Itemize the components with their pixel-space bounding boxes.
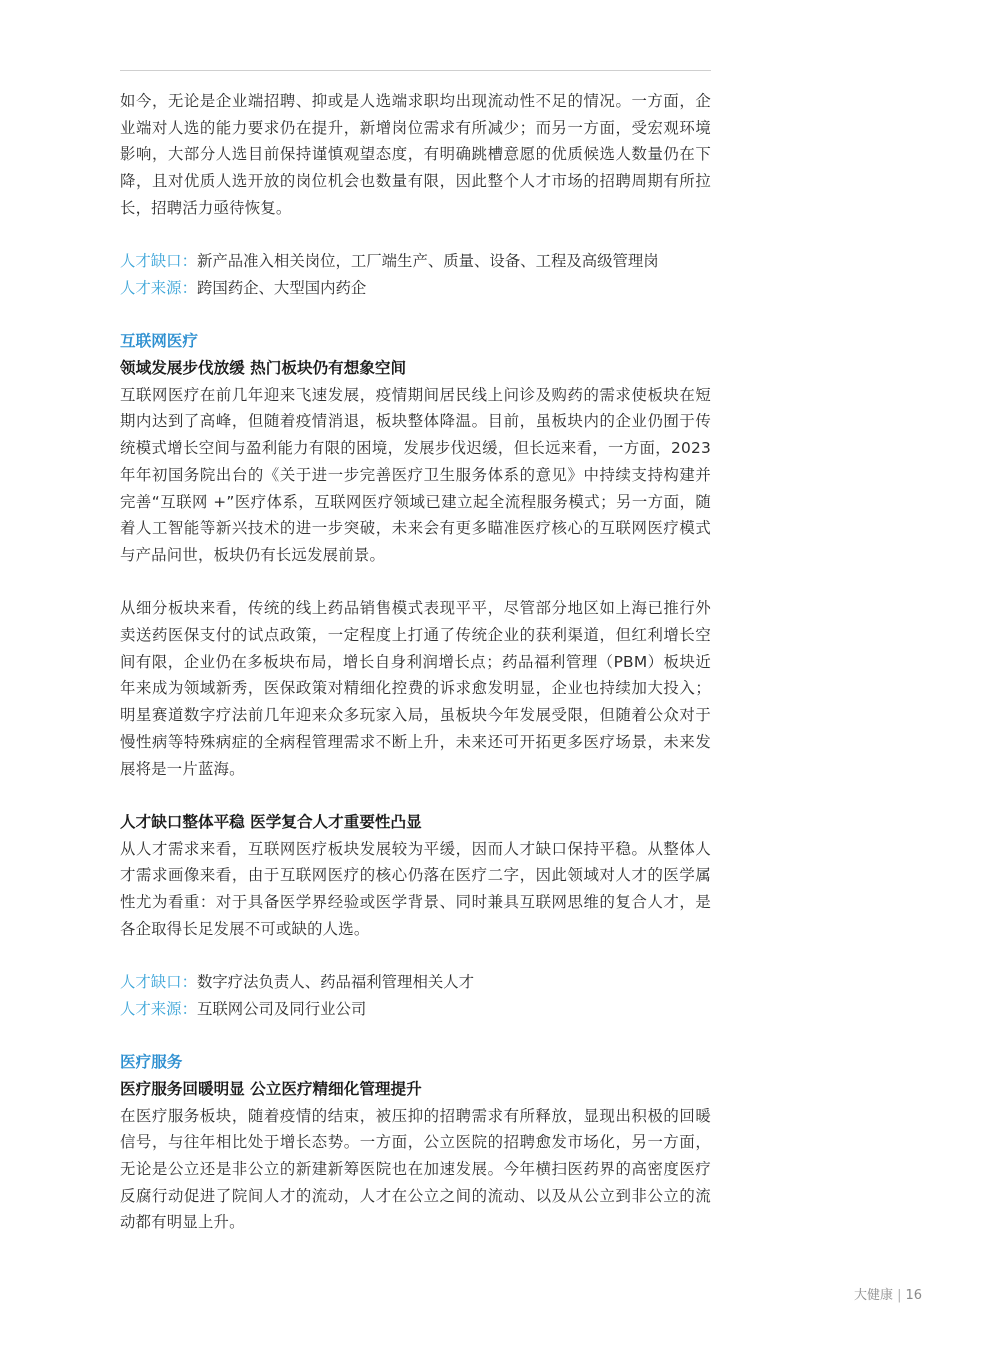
internet-paragraph-1: 互联网医疗在前几年迎来飞速发展，疫情期间居民线上问诊及购药的需求使板块在短期内达到了高峰，但随着疫情消退，板块整体降温。目前，虽板块内的企业仍囿于传统模式增长空间与盈利能力有限的困境，发展步伐迟缓，但长远来看，一方面，2023 年年初国务院出台的《关于进一步完善医疗卫生服务体系的意见》中持续支持构建并完善“互联网 +”医疗体系，互联网医疗领域已建立起全流程服务模式；另一方面，随着人工智能等新兴技术的进一步突破，未来会有更多瞄准医疗核心的互联网医疗模式与产品问世，板块仍有长远发展前景。 (120, 385, 711, 564)
talent-gap-label: 人才缺口： (120, 973, 197, 992)
page-footer (854, 1284, 922, 1303)
intro-paragraph: 如今，无论是企业端招聘、抑或是人选端求职均出现流动性不足的情况。一方面，企业端对人选的能力要求仍在提升，新增岗位需求有所减少；而另一方面，受宏观环境影响，大部分人选目前保持谨慎观望态度，有明确跳槽意愿的优质候选人数量仍在下降，且对优质人选开放的岗位机会也数量有限，因此整个人才市场的招聘周期有所拉长，招聘活力亟待恢复。 (120, 92, 711, 217)
talent-gap-value: 新产品准入相关岗位，工厂端生产、质量、设备、工程及高级管理岗 (196, 252, 659, 271)
subtitle-development-slowdown: 领域发展步伐放缓 热门板块仍有想象空间 (120, 359, 407, 377)
page-number: 16 (905, 1288, 922, 1303)
talent-gap-line (120, 248, 711, 275)
medical-service-paragraph: 在医疗服务板块，随着疫情的结束，被压抑的招聘需求有所释放，显现出积极的回暖信号，与往年相比处于增长态势。一方面，公立医院的招聘愈发市场化，另一方面，无论是公立还是非公立的新建新筹医院也在加速发展。今年横扫医药界的高密度医疗反腐行动促进了院间人才的流动，人才在公立之间的流动、以及从公立到非公立的流动都有明显上升。 (120, 1106, 711, 1232)
footer-separator: | (897, 1288, 902, 1303)
talent-source-value: 跨国药企、大型国内药企 (196, 278, 367, 297)
talent-source-value: 互联网公司及同行业公司 (196, 999, 367, 1018)
section-title-medical-service: 医疗服务 (120, 1053, 183, 1072)
top-divider (120, 70, 711, 71)
talent-source-label: 人才来源： (120, 278, 197, 297)
article-body (120, 88, 711, 1236)
section-title-internet-healthcare: 互联网医疗 (120, 332, 198, 351)
footer-category: 大健康 (854, 1288, 894, 1303)
talent-gap-line (120, 969, 711, 996)
talent-source-label: 人才来源： (120, 999, 197, 1018)
subtitle-talent-gap-stable: 人才缺口整体平稳 医学复合人才重要性凸显 (120, 812, 422, 831)
internet-paragraph-3: 从人才需求来看，互联网医疗板块发展较为平缓，因而人才缺口保持平稳。从整体人才需求画像来看，由于互联网医疗的核心仍落在医疗二字，因此领域对人才的医学属性尤为看重：对于具备医学界经验或医学背景、同时兼具互联网思维的复合人才，是各企取得长足发展不可或缺的人选。 (120, 839, 711, 938)
subtitle-medical-service-recovery: 医疗服务回暖明显 公立医疗精细化管理提升 (120, 1079, 422, 1098)
talent-source-line (120, 275, 711, 302)
talent-gap-label: 人才缺口： (120, 252, 197, 271)
talent-source-line (120, 996, 711, 1023)
talent-gap-value: 数字疗法负责人、药品福利管理相关人才 (196, 973, 475, 992)
internet-paragraph-2: 从细分板块来看，传统的线上药品销售模式表现平平，尽管部分地区如上海已推行外卖送药医保支付的试点政策，一定程度上打通了传统企业的获利渠道，但红利增长空间有限，企业仍在多板块布局，增长自身利润增长点；药品福利管理（PBM）板块近年来成为领域新秀，医保政策对精细化控费的诉求愈发明显，企业也持续加大投入；明星赛道数字疗法前几年迎来众多玩家入局，虽板块今年发展受限，但随着公众对于慢性病等特殊病症的全病程管理需求不断上升，未来还可开拓更多医疗场景，未来发展将是一片蓝海。 (120, 599, 711, 778)
